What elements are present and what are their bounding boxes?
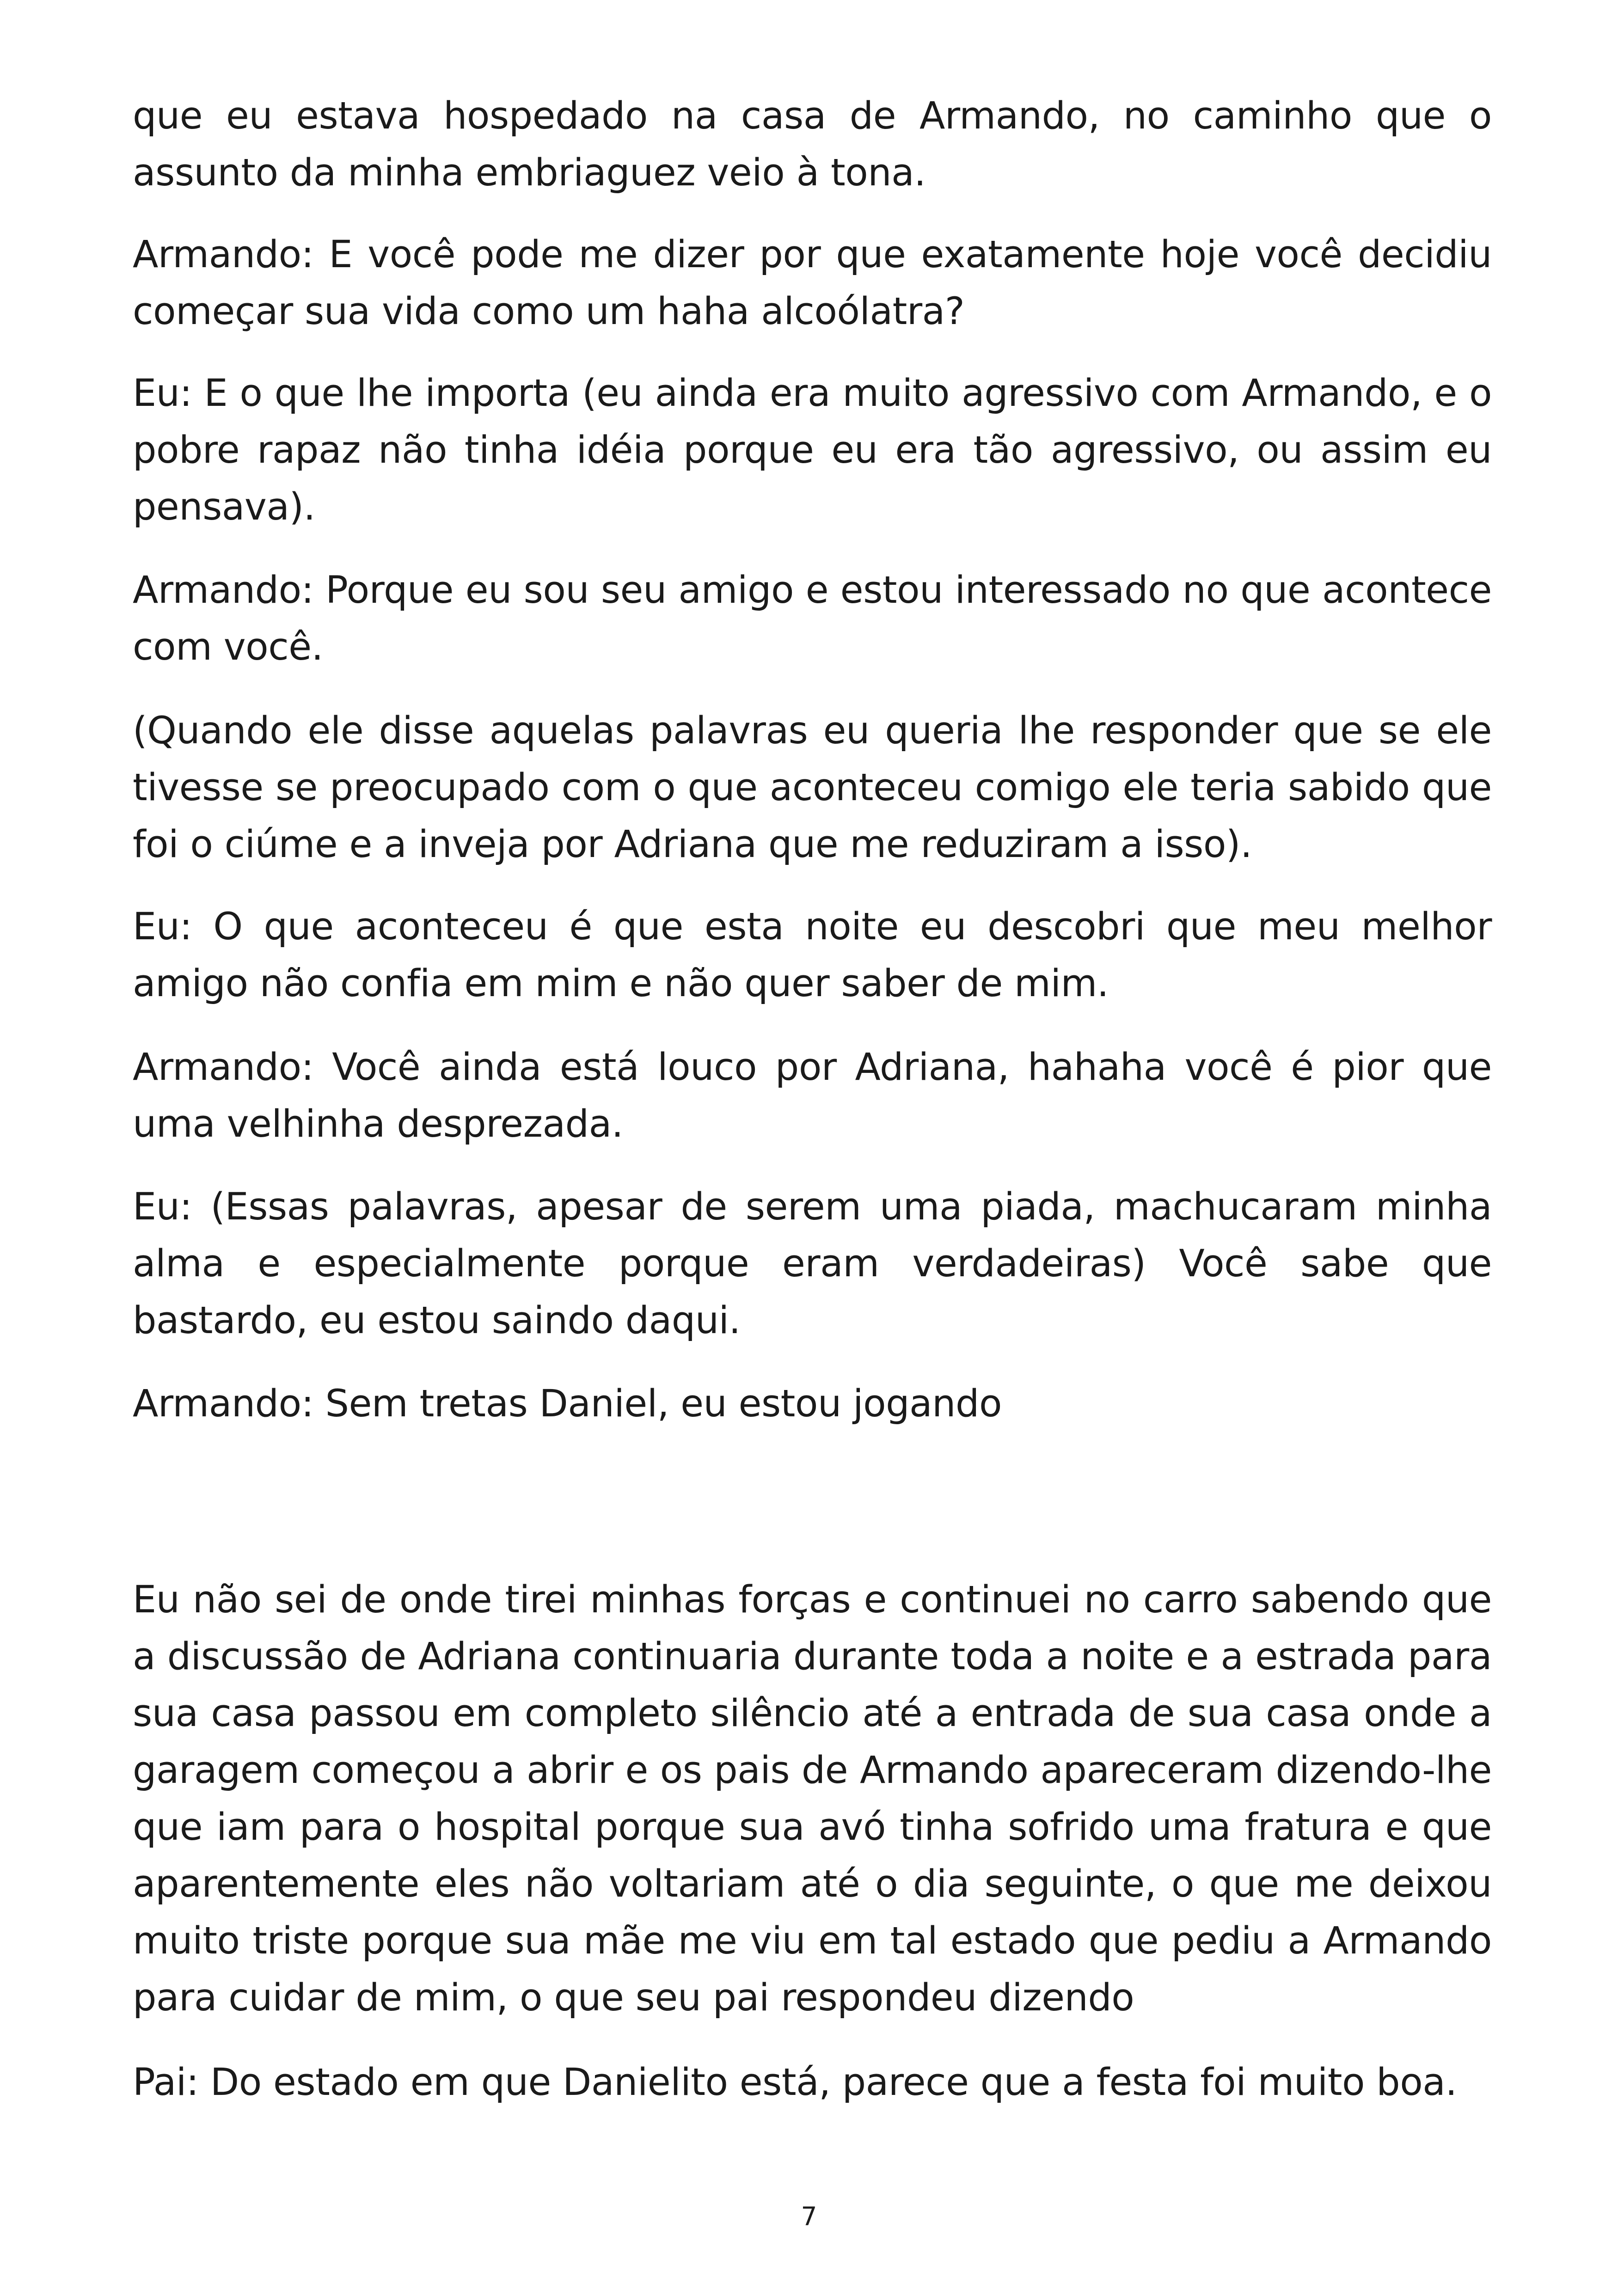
paragraph-7 [133, 1039, 1492, 1153]
paragraph-6 [133, 899, 1492, 1012]
paragraph-text: (Quando ele disse aquelas palavras eu queria lhe responder que se ele tivesse se preocupado com o que aconteceu comigo ele teria sabido que foi o ciúme e a inveja por Adriana que me reduziram a isso). [133, 709, 1492, 866]
paragraph-2 [133, 227, 1492, 340]
paragraph-1 [133, 88, 1492, 202]
paragraph-11 [133, 2054, 1492, 2111]
paragraph-3 [133, 365, 1492, 536]
paragraph-text: Eu: (Essas palavras, apesar de serem uma piada, machucaram minha alma e especialmente porque eram verdadeiras) Você sabe que bastardo, eu estou saindo daqui. [133, 1185, 1492, 1342]
paragraph-text: que eu estava hospedado na casa de Armando, no caminho que o assunto da minha embriaguez veio à tona. [133, 94, 1492, 195]
paragraph-8 [133, 1179, 1492, 1349]
paragraph-text: Armando: Sem tretas Daniel, eu estou jogando [133, 1382, 1002, 1426]
paragraph-10 [133, 1572, 1492, 2027]
paragraph-9 [133, 1376, 1492, 1433]
page-number: 7 [801, 2202, 817, 2231]
paragraph-5 [133, 703, 1492, 873]
paragraph-text: Eu não sei de onde tirei minhas forças e continuei no carro sabendo que a discussão de Adriana continuaria durante toda a noite e a estrada para sua casa passou em completo silêncio até a entrada de sua casa onde a garagem começou a abrir e os pais de Armando apareceram dizendo-lhe que iam para o hospital porque sua avó tinha sofrido uma fratura e que aparentemente eles não voltariam até o dia seguinte, o que me deixou muito triste porque sua mãe me viu em tal estado que pediu a Armando para cuidar de mim, o que seu pai respondeu dizendo [133, 1578, 1492, 2020]
paragraph-text: Pai: Do estado em que Danielito está, parece que a festa foi muito boa. [133, 2061, 1457, 2104]
paragraph-text: Armando: E você pode me dizer por que exatamente hoje você decidiu começar sua vida como um haha alcoólatra? [133, 233, 1492, 333]
paragraph-text: Eu: E o que lhe importa (eu ainda era muito agressivo com Armando, e o pobre rapaz não tinha idéia porque eu era tão agressivo, ou assim eu pensava). [133, 372, 1492, 529]
paragraph-text: Armando: Porque eu sou seu amigo e estou interessado no que acontece com você. [133, 569, 1492, 669]
paragraph-4 [133, 562, 1492, 676]
paragraph-text: Armando: Você ainda está louco por Adriana, hahaha você é pior que uma velhinha desprezada. [133, 1046, 1492, 1146]
paragraph-text: Eu: O que aconteceu é que esta noite eu descobri que meu melhor amigo não confia em mim e não quer saber de mim. [133, 905, 1492, 1005]
